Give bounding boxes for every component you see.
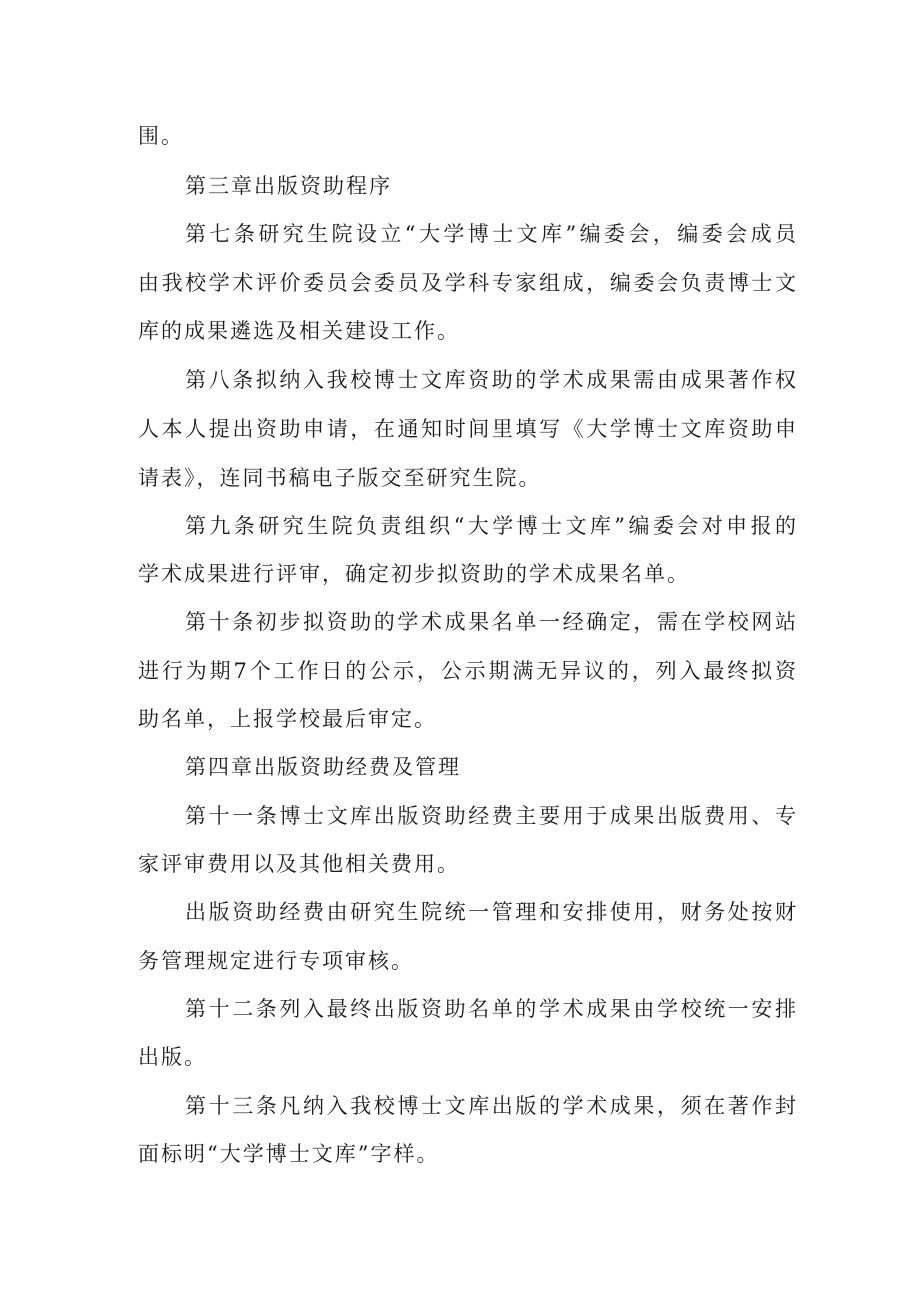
text-line: 助名单，上报学校最后审定。 [138,707,437,731]
text-line: 第十二条列入最终出版资助名单的学术成果由学校统一安排 [185,997,798,1021]
text-line: 库的成果遴选及相关建设工作。 [138,319,460,343]
text-line: 学术成果进行评审，确定初步拟资助的学术成果名单。 [138,562,690,586]
text-line: 第十三条凡纳入我校博士文库出版的学术成果，须在著作封 [185,1094,798,1118]
text-line: 第八条拟纳入我校博士文库资助的学术成果需由成果著作权 [185,368,798,392]
text-line: 围。 [138,124,184,148]
text-line: 第七条研究生院设立“大学博士文库”编委会，编委会成员 [185,222,798,246]
text-line: 家评审费用以及其他相关费用。 [138,852,460,876]
text-line: 第九条研究生院负责组织“大学博士文库”编委会对申报的 [185,514,798,538]
text-line: 面标明“大学博士文库”字样。 [138,1142,440,1166]
text-line: 出版资助经费由研究生院统一管理和安排使用，财务处按财 [185,900,798,924]
chapter-heading: 第三章出版资助程序 [185,174,392,198]
chapter-heading: 第四章出版资助经费及管理 [185,755,461,779]
text-line: 由我校学术评价委员会委员及学科专家组成，编委会负责博士文 [138,271,798,295]
text-line: 请表》，连同书稿电子版交至研究生院。 [138,466,542,490]
text-line: 第十条初步拟资助的学术成果名单一经确定，需在学校网站 [185,610,798,634]
text-line: 人本人提出资助申请，在通知时间里填写《大学博士文库资助申 [138,417,798,441]
text-line: 出版。 [138,1045,207,1069]
text-line: 第十一条博士文库出版资助经费主要用于成果出版费用、专 [185,804,798,828]
text-line: 进行为期7个工作日的公示，公示期满无异议的，列入最终拟资 [138,659,798,683]
text-line: 务管理规定进行专项审核。 [138,949,414,973]
